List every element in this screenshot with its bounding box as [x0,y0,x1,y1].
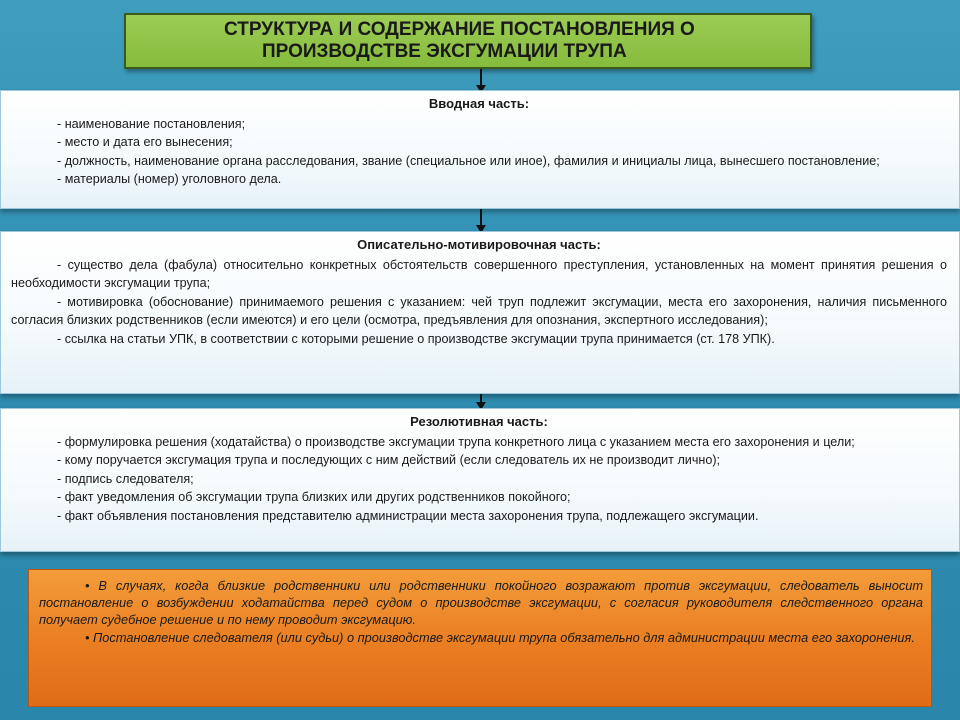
page-title [124,13,812,69]
list-item: - должность, наименование органа расследования, звание (специальное или иное), фамилия и инициалы лица, вынесшего постановление; [57,153,880,168]
section-introductory [0,90,960,209]
arrow-down-icon [480,394,482,408]
list-item: - факт объявления постановления представителю администрации места захоронения трупа, подлежащего эксгумации. [57,508,759,523]
arrow-down-icon [480,209,482,231]
note-box [28,569,932,707]
section-descriptive [0,231,960,394]
list-item: - мотивировка (обоснование) принимаемого решения с указанием: чей труп подлежит эксгумации, места его захоронения, наличия письменного согласия близких родственников (если имеются) и его цели (осмотра, предъявления для опознания, экспертного исследования); [11,294,947,328]
list-item: - ссылка на статьи УПК, в соответствии с которыми решение о производстве эксгумации трупа принимается (ст. 178 УПК). [57,331,775,346]
note-paragraph: • В случаях, когда близкие родственники или родственники покойного возражают против эксгумации, следователь выносит постановление о возбуждении ходатайства перед судом о производстве эксгумации, с согласия руководителя следственного органа получает судебное решение и по нему проводит эксгумацию. [39,578,923,628]
list-item: - кому поручается эксгумация трупа и последующих с ним действий (если следователь их не производит лично); [57,453,721,468]
title-line-2: ПРОИЗВОДСТВЕ ЭКСГУМАЦИИ ТРУПА [262,41,627,62]
note-paragraph: • Постановление следователя (или судьи) о производстве эксгумации трупа обязательно для администрации места его захоронения. [85,629,915,645]
list-item: - материалы (номер) уголовного дела. [57,172,282,187]
section-heading: Описательно-мотивировочная часть: [357,237,601,252]
list-item: - факт уведомления об эксгумации трупа близких или других родственников покойного; [57,490,571,505]
list-item: - подпись следователя; [57,471,194,486]
arrow-down-icon [480,69,482,91]
section-heading: Вводная часть: [428,96,530,111]
list-item: - существо дела (фабула) относительно конкретных обстоятельств совершенного преступления, установленных на момент принятия решения о необходимости эксгумации трупа; [11,257,947,291]
section-heading: Резолютивная часть: [410,414,548,429]
list-item: - формулировка решения (ходатайства) о производстве эксгумации трупа конкретного лица с указанием места его захоронения и цели; [57,434,855,449]
list-item: - наименование постановления; [57,116,246,131]
list-item: - место и дата его вынесения; [57,135,233,150]
title-line-1: СТРУКТУРА И СОДЕРЖАНИЕ ПОСТАНОВЛЕНИЯ О [224,19,695,40]
section-resolutive [0,408,960,552]
